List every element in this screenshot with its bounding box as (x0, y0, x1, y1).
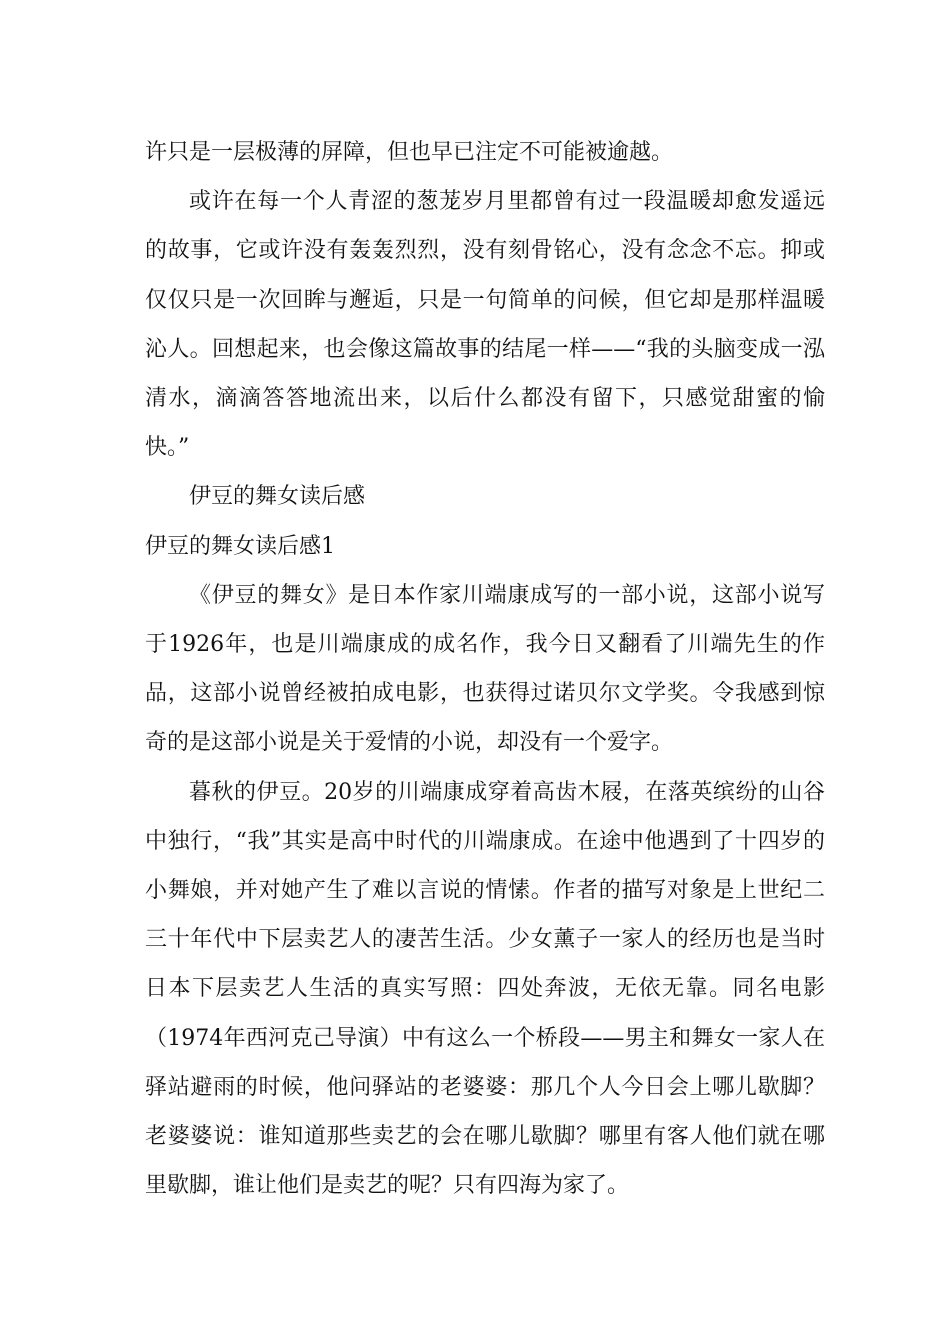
paragraph-story: 暮秋的伊豆。20岁的川端康成穿着高齿木屐，在落英缤纷的山谷中独行，“我”其实是高中时代的川端康成。在途中他遇到了十四岁的小舞娘，并对她产生了难以言说的情愫。作者的描写对象是上世纪二三十年代中下层卖艺人的凄苦生活。少女薰子一家人的经历也是当时日本下层卖艺人生活的真实写照：四处奔波，无依无靠。同名电影（1974年西河克己导演）中有这么一个桥段——男主和舞女一家人在驿站避雨的时候，他问驿站的老婆婆：那几个人今日会上哪儿歇脚？老婆婆说：谁知道那些卖艺的会在哪儿歇脚？哪里有客人他们就在哪里歇脚，谁让他们是卖艺的呢？只有四海为家了。 (145, 779, 825, 1199)
paragraph-reflection: 或许在每一个人青涩的葱茏岁月里都曾有过一段温暖却愈发遥远的故事，它或许没有轰轰烈烈，没有刻骨铭心，没有念念不忘。抑或仅仅只是一次回眸与邂逅，只是一句简单的问候，但它却是那样温暖沁人。回想起来，也会像这篇故事的结尾一样——“我的头脑变成一泓清水，滴滴答答地流出来，以后什么都没有留下，只感觉甜蜜的愉快。” (145, 189, 825, 461)
essay-heading: 伊豆的舞女读后感1 (145, 533, 335, 559)
document-body (145, 128, 825, 1210)
section-title: 伊豆的舞女读后感 (189, 484, 366, 510)
paragraph-intro: 《伊豆的舞女》是日本作家川端康成写的一部小说，这部小说写于1926年，也是川端康成的成名作，我今日又翻看了川端先生的作品，这部小说曾经被拍成电影，也获得过诺贝尔文学奖。令我感到惊奇的是这部小说是关于爱情的小说，却没有一个爱字。 (145, 582, 825, 756)
paragraph-continuation: 许只是一层极薄的屏障，但也早已注定不可能被逾越。 (145, 140, 674, 165)
